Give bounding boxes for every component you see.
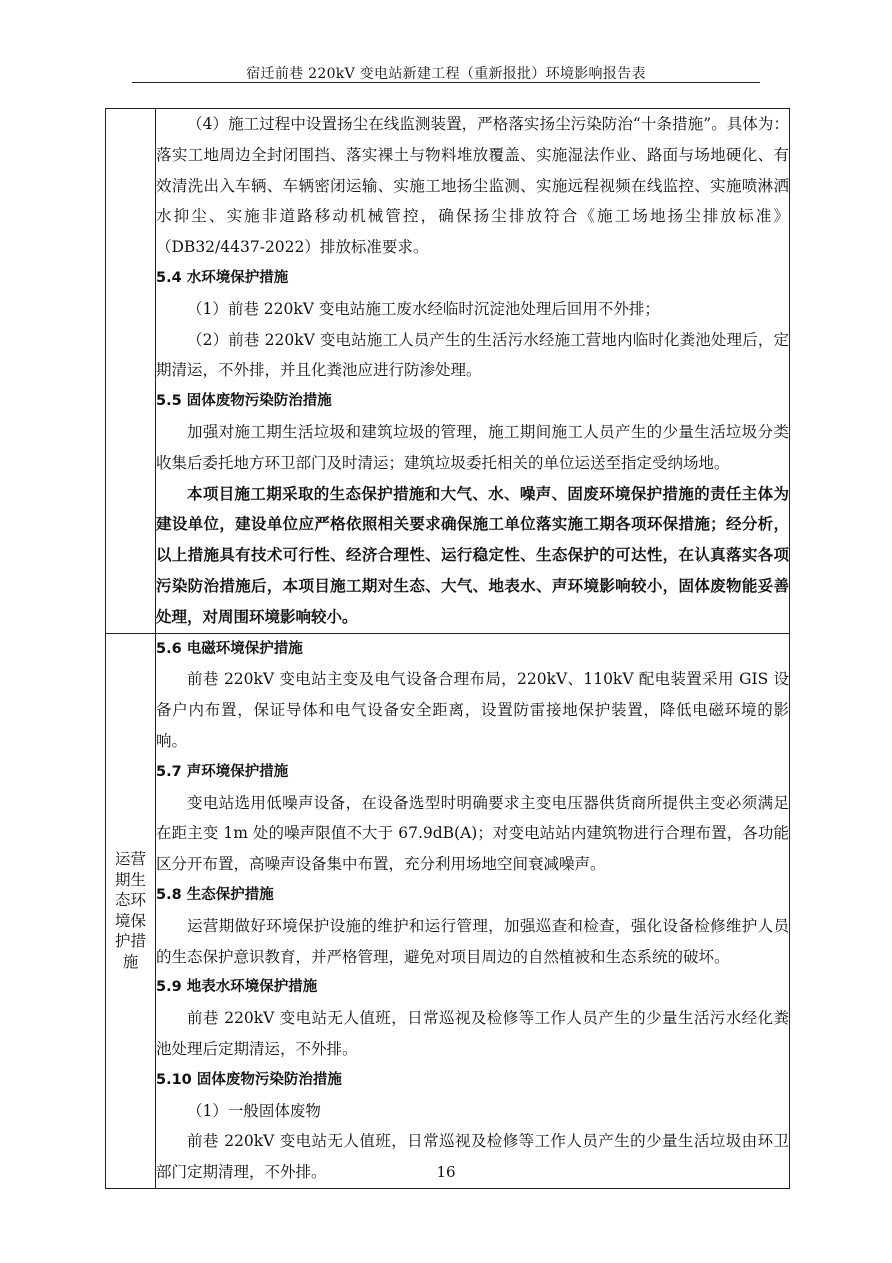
section-heading: 5.4 水环境保护措施 xyxy=(156,269,289,286)
section-heading: 5.5 固体废物污染防治措施 xyxy=(156,393,332,410)
body-paragraph: （4）施工过程中设置扬尘在线监测装置，严格落实扬尘污染防治“十条措施”。具体为：落实工地周边全封闭围挡、落实裸土与物料堆放覆盖、实施湿法作业、路面与场地硬化、有效清洗出入车辆、车辆密闭运输、实施工地扬尘监测、实施远程视频在线监控、实施喷淋洒水抑尘、实施非道路移动机械管控，确保扬尘排放符合《施工场地扬尘排放标准》（DB32/4437-2022）排放标准要求。 xyxy=(156,115,789,257)
table-row-construction xyxy=(106,109,790,634)
body-paragraph: （1）一般固体废物 xyxy=(187,1101,321,1120)
operation-section-label: 运营期生态环境保护措施 xyxy=(114,850,146,971)
body-paragraph: （2）前巷 220kV 变电站施工人员产生的生活污水经施工营地内临时化粪池处理后，定期清运，不外排，并且化粪池应进行防渗处理。 xyxy=(156,330,789,380)
table-row-operation xyxy=(106,633,790,1188)
body-paragraph: 运营期做好环境保护设施的维护和运行管理，加强巡查和检查，强化设备检修维护人员的生态保护意识教育，并严格管理，避免对项目周边的自然植被和生态系统的破坏。 xyxy=(156,916,789,966)
section-heading: 5.8 生态保护措施 xyxy=(156,886,274,903)
page-header-title: 宿迁前巷 220kV 变电站新建工程（重新报批）环境影响报告表 xyxy=(246,66,646,82)
construction-label-cell xyxy=(106,109,156,634)
measures-table xyxy=(105,108,790,1189)
body-paragraph: 变电站选用低噪声设备，在设备选型时明确要求主变电压器供货商所提供主变必须满足在距主变 1m 处的噪声限值不大于 67.9dB(A)；对变电站站内建筑物进行合理布置，各功能区分开布置，高噪声设备集中布置，充分利用场地空间衰减噪声。 xyxy=(156,793,789,874)
construction-content-cell xyxy=(156,109,790,634)
section-heading: 5.6 电磁环境保护措施 xyxy=(156,640,303,657)
section-heading: 5.9 地表水环境保护措施 xyxy=(156,979,318,996)
header-divider xyxy=(132,82,760,83)
section-heading: 5.7 声环境保护措施 xyxy=(156,763,289,780)
body-paragraph: 加强对施工期生活垃圾和建筑垃圾的管理，施工期间施工人员产生的少量生活垃圾分类收集后委托地方环卫部门及时清运；建筑垃圾委托相关的单位运送至指定受纳场地。 xyxy=(156,422,789,472)
body-paragraph: 前巷 220kV 变电站无人值班，日常巡视及检修等工作人员产生的少量生活污水经化粪池处理后定期清运，不外排。 xyxy=(156,1009,789,1058)
body-paragraph: 本项目施工期采取的生态保护措施和大气、水、噪声、固废环境保护措施的责任主体为建设单位，建设单位应严格依照相关要求确保施工单位落实施工期各项环保措施；经分析，以上措施具有技术可行性、经济合理性、运行稳定性、生态保护的可达性，在认真落实各项污染防治措施后，本项目施工期对生态、大气、地表水、声环境影响较小，固体废物能妥善处理，对周围环境影响较小。 xyxy=(156,483,789,626)
operation-label-cell xyxy=(106,633,156,1188)
body-paragraph: 前巷 220kV 变电站主变及电气设备合理布局，220kV、110kV 配电装置采用 GIS 设备户内布置，保证导体和电气设备安全距离，设置防雷接地保护装置，降低电磁环境的影响。 xyxy=(156,670,789,750)
body-paragraph: 前巷 220kV 变电站无人值班，日常巡视及检修等工作人员产生的少量生活垃圾由环卫部门定期清理，不外排。 xyxy=(156,1132,789,1182)
operation-content-cell xyxy=(156,633,790,1188)
section-heading: 5.10 固体废物污染防治措施 xyxy=(156,1071,342,1088)
body-paragraph: （1）前巷 220kV 变电站施工废水经临时沉淀池处理后回用不外排； xyxy=(187,299,660,318)
page-number: 16 xyxy=(436,1163,456,1181)
